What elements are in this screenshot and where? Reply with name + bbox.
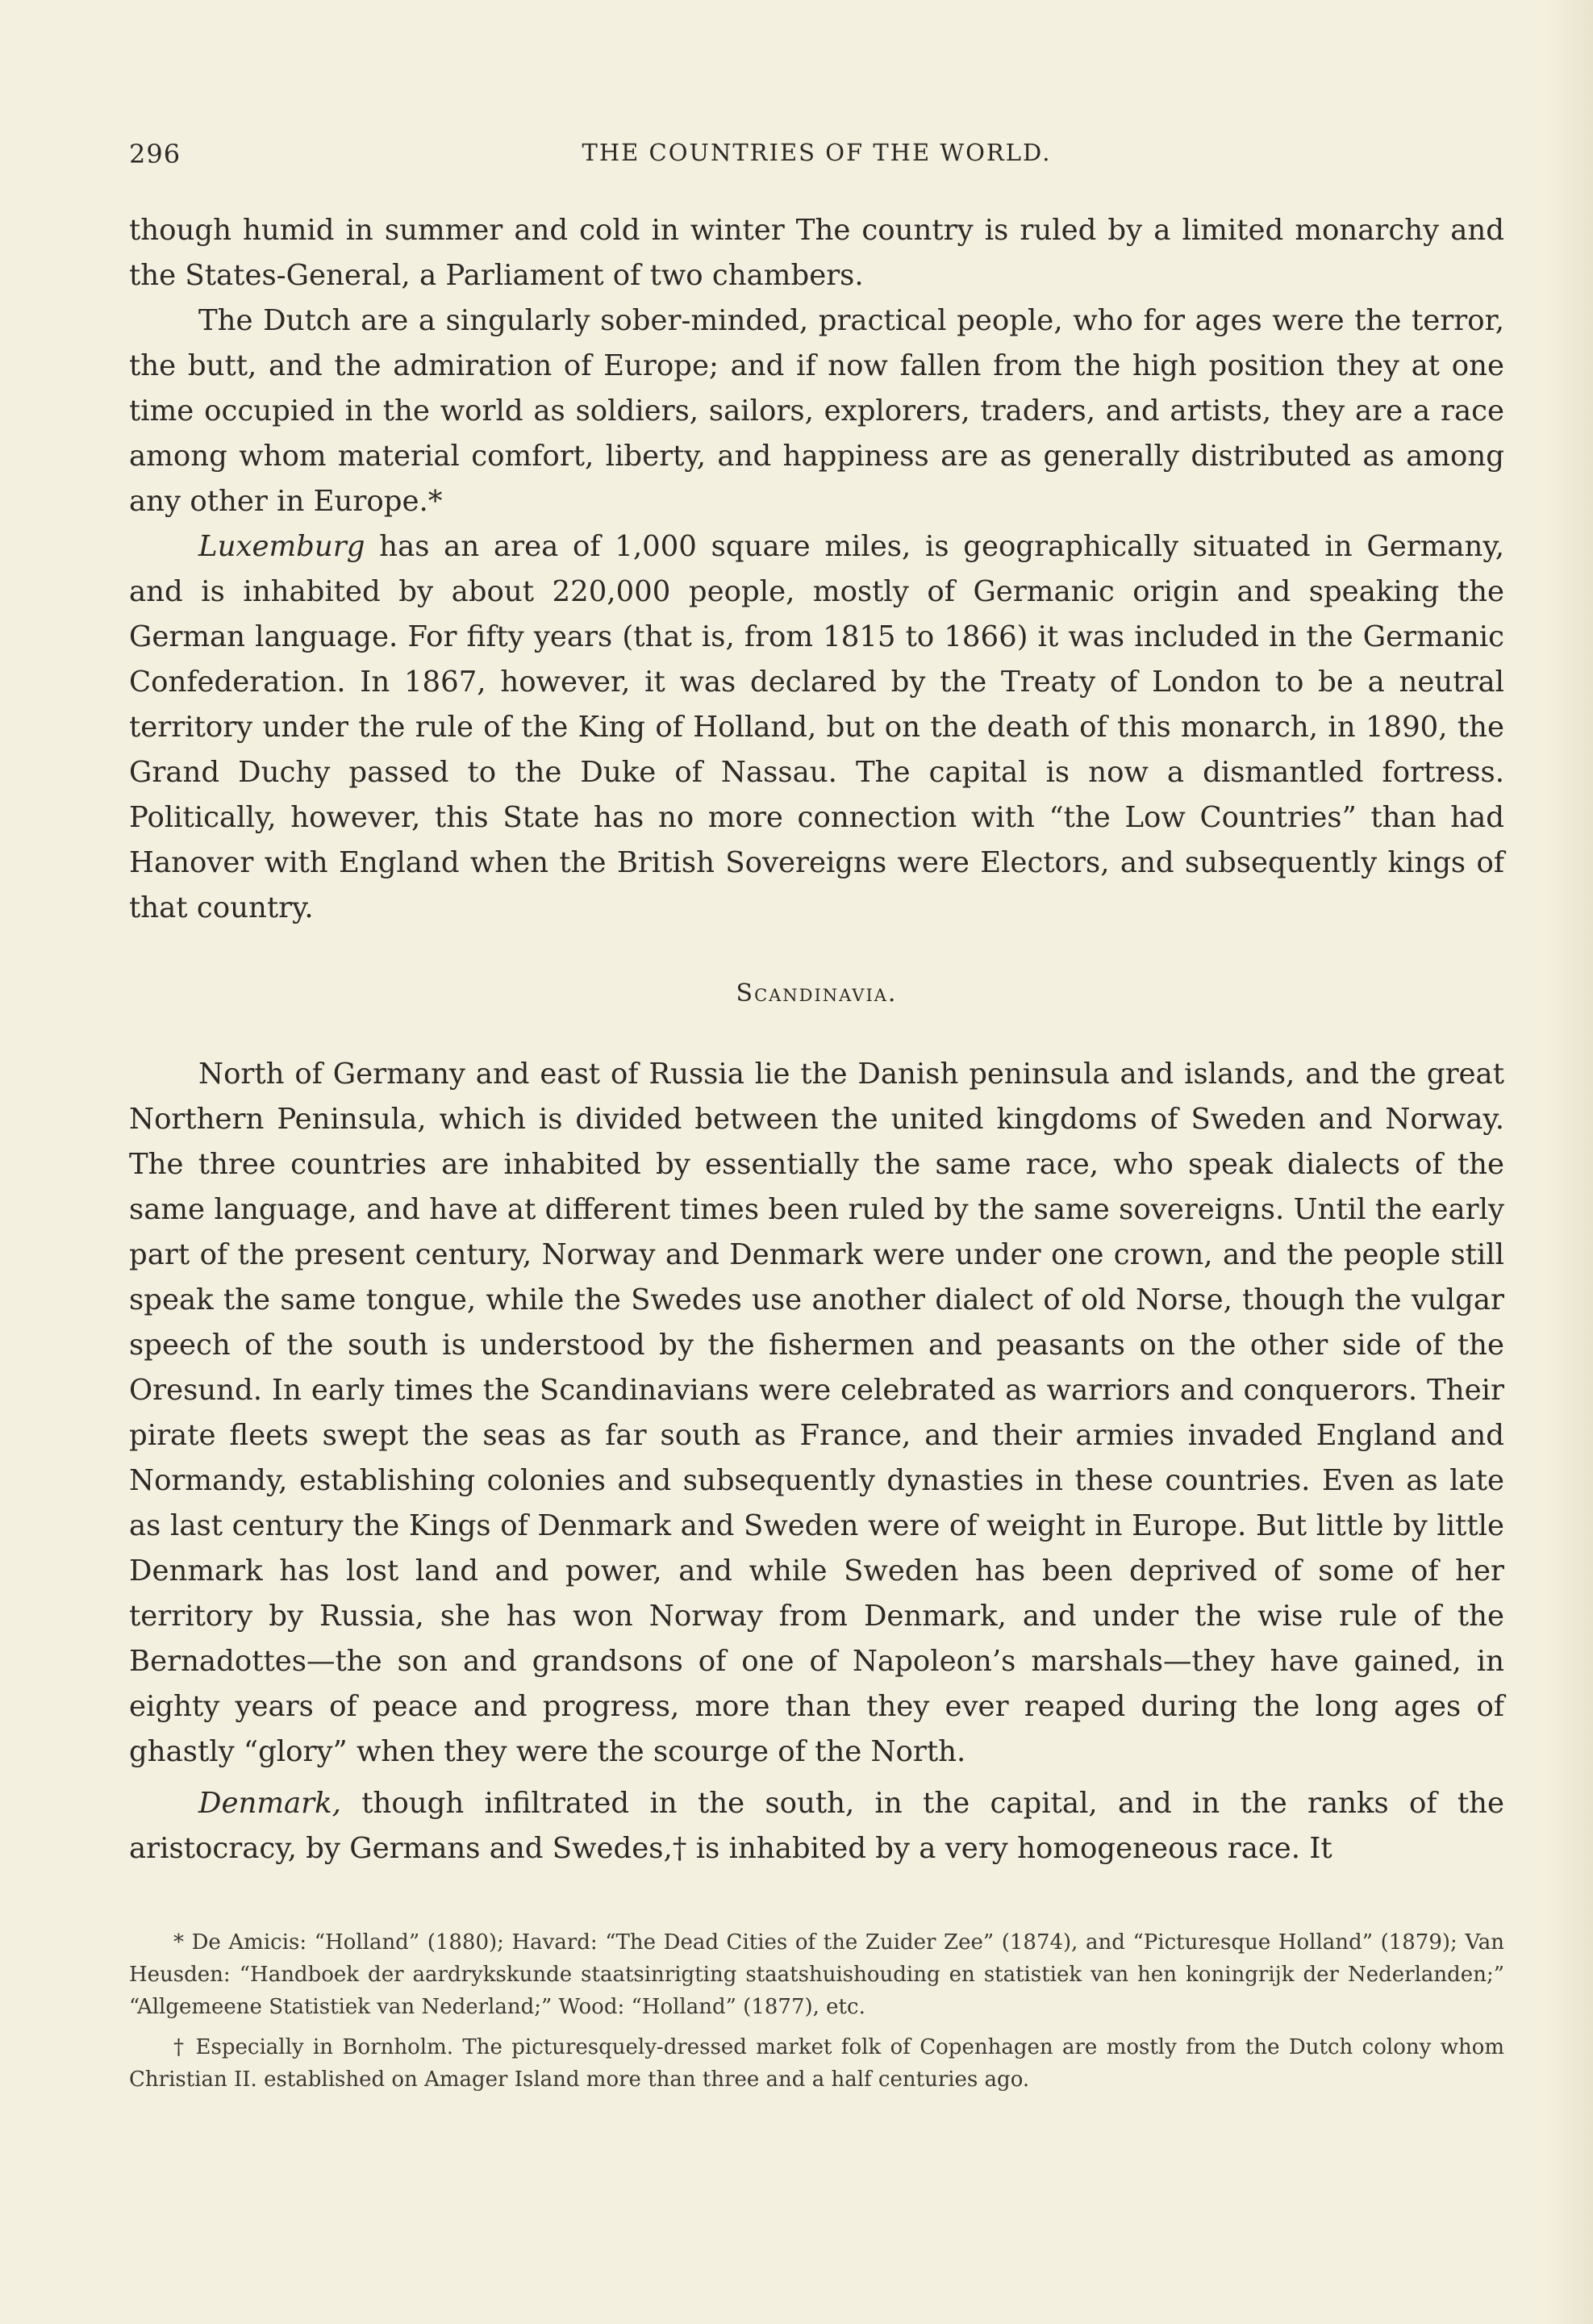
luxemburg-lead: Luxemburg <box>198 530 365 563</box>
footnote-dagger: † Especially in Bornholm. The picturesquely-dressed market folk of Copenhagen are mostly from the Dutch colony whom Christian II. established on Amager Island more than three and a half centuries ago. <box>129 2035 1504 2092</box>
section-heading-scandinavia: Scandinavia. <box>736 979 898 1008</box>
luxemburg-text: has an area of 1,000 square miles, is geographically situated in Germany, and is inhabited by about 220,000 people, mostly of Germanic origin and speaking the German language. For fifty years (that is, from 1815 to 1866) it was included in the Germanic Confederation. In 1867, however, it was declared by the Treaty of London to be a neutral territory under the rule of the King of Holland, but on the death of this monarch, in 1890, the Grand Duchy passed to the Duke of Nassau. The capital is now a dismantled fortress. Politically, however, this State has no more connection with “the Low Countries” than had Hanover with England when the British Sovereigns were Electors, and subsequently kings of that country. <box>129 530 1504 924</box>
paragraph-luxemburg <box>129 524 1504 931</box>
footnote-asterisk: * De Amicis: “Holland” (1880); Havard: “The Dead Cities of the Zuider Zee” (1874), and “Picturesque Holland” (1879); Van Heusden: “Handboek der aardrykskunde staatsinrigting staatshuishouding en statistiek van hen koningrijk der Nederlanden;” “Allgemeene Statistiek van Nederland;” Wood: “Holland” (1877), etc. <box>129 1930 1504 2019</box>
paragraph-denmark <box>129 1781 1504 1871</box>
page-number: 296 <box>129 139 181 169</box>
paragraph-scandinavia: North of Germany and east of Russia lie the Danish peninsula and islands, and the great Northern Peninsula, which is divided between the united kingdoms of Sweden and Norway. The three countries are inhabited by essentially the same race, who speak dialects of the same language, and have at different times been ruled by the same sovereigns. Until the early part of the present century, Norway and Denmark were under one crown, and the people still speak the same tongue, while the Swedes use another dialect of old Norse, though the vulgar speech of the south is understood by the fishermen and peasants on the other side of the Oresund. In early times the Scandinavians were celebrated as warriors and conquerors. Their pirate fleets swept the seas as far south as France, and their armies invaded England and Normandy, establishing colonies and subsequently dynasties in these countries. Even as late as last century the Kings of Denmark and Sweden were of weight in Europe. But little by little Denmark has lost land and power, and while Sweden has been deprived of some of her territory by Russia, she has won Norway from Denmark, and under the wise rule of the Bernadottes—the son and grandsons of one of Napoleon’s marshals—they have gained, in eighty years of peace and progress, more than they ever reaped during the long ages of ghastly “glory” when they were the scourge of the North. <box>129 1058 1504 1768</box>
page-body <box>129 208 1504 1871</box>
paragraph-dutch-people: The Dutch are a singularly sober-minded, practical people, who for ages were the terror, the butt, and the admiration of Europe; and if now fallen from the high position they at one time occupied in the world as soldiers, sailors, explorers, traders, and artists, they are a race among whom material comfort, liberty, and happiness are as generally distributed as among any other in Europe.* <box>129 304 1504 518</box>
running-title: THE COUNTRIES OF THE WORLD. <box>582 139 1052 166</box>
footnotes <box>129 1926 1504 2096</box>
paragraph-netherlands-climate: though humid in summer and cold in winter The country is ruled by a limited monarchy and the States-General, a Parliament of two chambers. <box>129 214 1504 292</box>
denmark-lead: Denmark, <box>198 1787 341 1820</box>
page-header <box>129 139 1504 177</box>
denmark-text: though infiltrated in the south, in the capital, and in the ranks of the aristocracy, by Germans and Swedes,† is inhabited by a very homogeneous race. It <box>129 1787 1504 1865</box>
page-edge-shadow <box>1545 0 1593 2324</box>
